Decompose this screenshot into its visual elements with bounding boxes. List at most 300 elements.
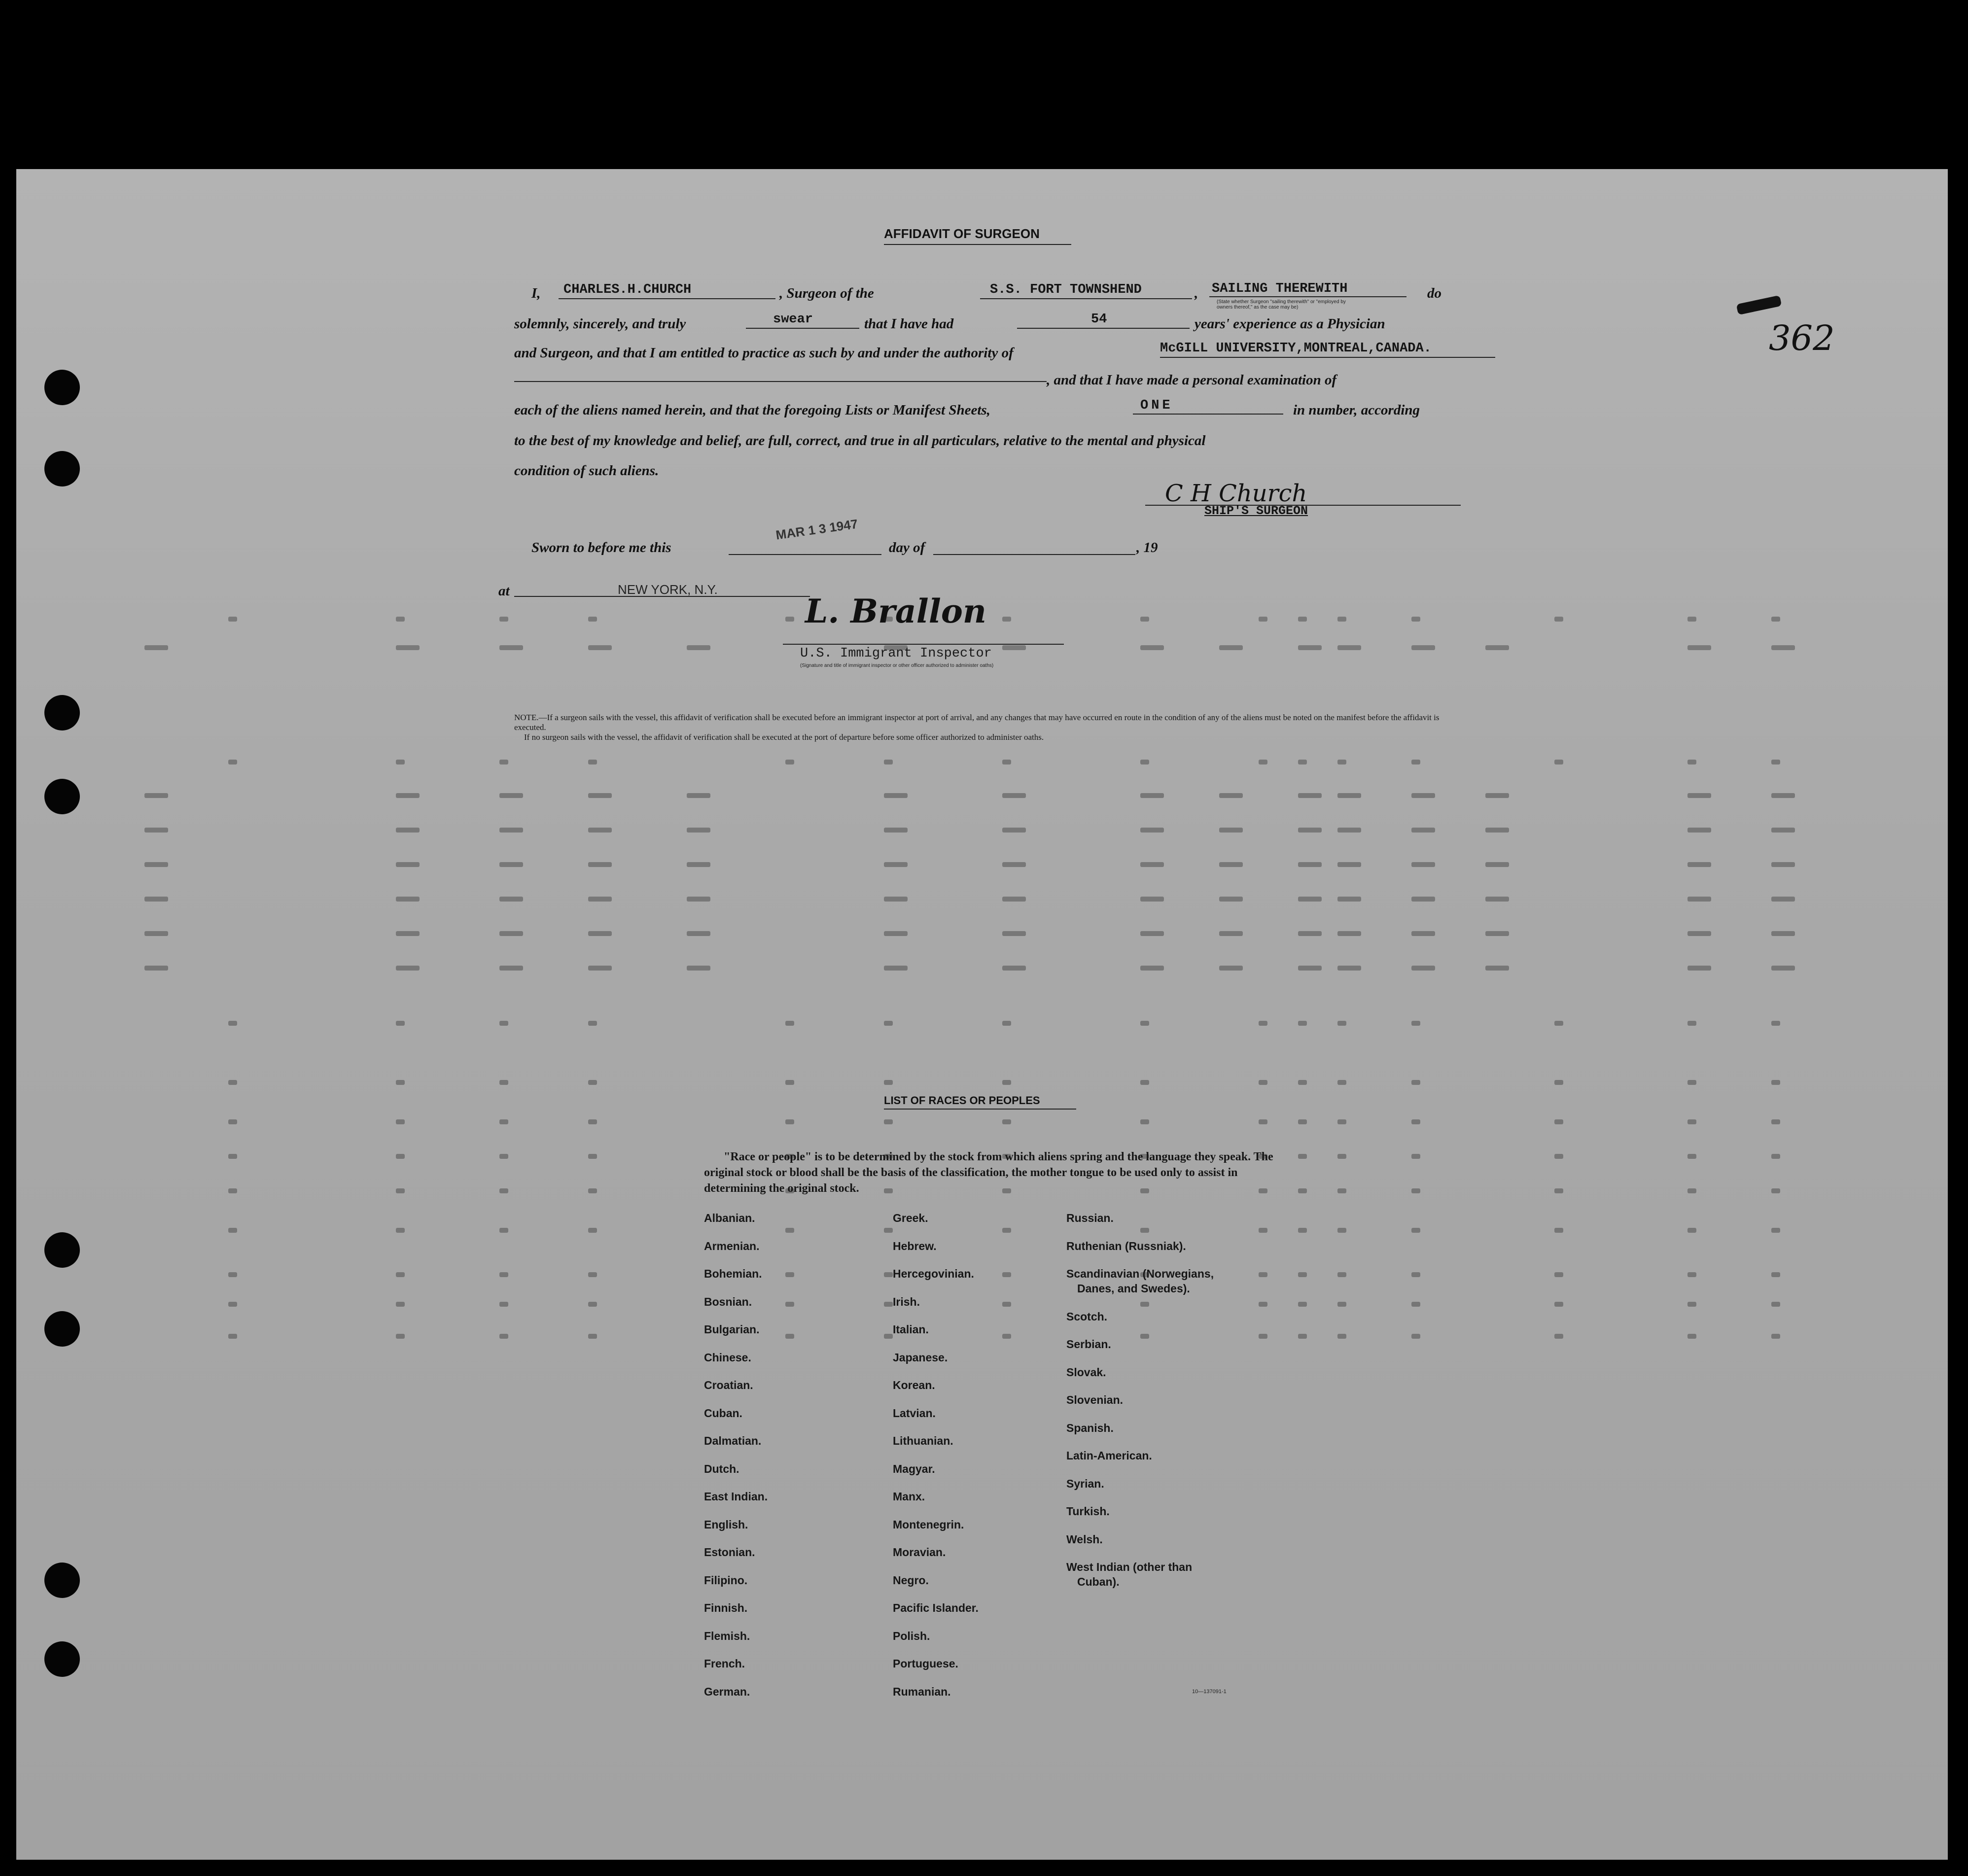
bleed-mark <box>499 1021 508 1026</box>
bleed-mark <box>1337 760 1346 764</box>
race-item: Hebrew. <box>893 1239 937 1252</box>
bleed-mark <box>499 1272 508 1277</box>
text-do: do <box>1427 285 1441 301</box>
bleed-mark <box>396 793 420 798</box>
bleed-mark <box>1485 862 1509 867</box>
bleed-mark <box>1687 1272 1696 1277</box>
bleed-mark <box>1411 1021 1420 1026</box>
race-item: Serbian. <box>1066 1338 1111 1351</box>
bleed-mark <box>1298 617 1307 622</box>
bleed-mark <box>884 931 908 936</box>
bleed-mark <box>1687 1302 1696 1307</box>
surgeon-name-rule <box>559 298 775 299</box>
text-i-have-had: that I have had <box>864 316 954 332</box>
bleed-mark <box>1140 1021 1149 1026</box>
race-item: Irish. <box>893 1295 920 1308</box>
bleed-mark <box>1411 1154 1420 1159</box>
bleed-mark <box>1140 1302 1149 1307</box>
bleed-mark <box>499 1334 508 1339</box>
bleed-mark <box>1002 645 1026 650</box>
bleed-mark <box>1140 897 1164 902</box>
bleed-mark <box>499 617 508 622</box>
bleed-mark <box>884 617 893 622</box>
bleed-mark <box>1337 1119 1346 1124</box>
bleed-mark <box>1002 617 1011 622</box>
sailing-rule <box>1209 296 1406 297</box>
bleed-mark <box>1337 1080 1346 1085</box>
sworn-month-rule <box>933 554 1135 555</box>
bleed-mark <box>1298 828 1322 833</box>
punch-hole <box>44 695 80 730</box>
bleed-mark <box>1554 1154 1563 1159</box>
bleed-mark <box>1140 1119 1149 1124</box>
bleed-mark <box>1219 966 1243 971</box>
bleed-mark <box>499 1228 508 1233</box>
race-item: Pacific Islander. <box>893 1601 979 1614</box>
race-item: Cuban). <box>1077 1575 1120 1588</box>
bleed-mark <box>588 1302 597 1307</box>
bleed-mark <box>1298 793 1322 798</box>
bleed-mark <box>1140 1334 1149 1339</box>
years-rule <box>1017 328 1190 329</box>
bleed-mark <box>1485 897 1509 902</box>
bleed-mark <box>1337 1334 1346 1339</box>
bleed-mark <box>499 1080 508 1085</box>
bleed-mark <box>884 760 893 764</box>
bleed-mark <box>1337 617 1346 622</box>
bleed-mark <box>499 897 523 902</box>
bleed-mark <box>1140 760 1149 764</box>
bleed-mark <box>396 645 420 650</box>
bleed-mark <box>1411 1302 1420 1307</box>
bleed-mark <box>1298 1272 1307 1277</box>
sheets-count-field: ONE <box>1140 398 1173 413</box>
bleed-mark <box>396 1228 405 1233</box>
bleed-mark <box>1411 1228 1420 1233</box>
bleed-mark <box>588 931 612 936</box>
bleed-mark <box>1337 793 1361 798</box>
bleed-mark <box>1554 1228 1563 1233</box>
race-item: Croatian. <box>704 1379 753 1391</box>
bleed-mark <box>1337 1302 1346 1307</box>
bleed-mark <box>588 1021 597 1026</box>
race-item: Welsh. <box>1066 1532 1103 1546</box>
bleed-mark <box>1259 617 1267 622</box>
bleed-mark <box>1298 1228 1307 1233</box>
bleed-mark <box>1219 645 1243 650</box>
bleed-mark <box>1771 617 1780 622</box>
bleed-mark <box>588 760 597 764</box>
race-item: Dutch. <box>704 1462 739 1475</box>
bleed-mark <box>1687 645 1711 650</box>
race-item: Manx. <box>893 1490 925 1503</box>
race-item: Portuguese. <box>893 1657 958 1670</box>
bleed-mark <box>588 862 612 867</box>
sworn-date-rule <box>729 554 881 555</box>
bleed-mark <box>396 897 420 902</box>
ships-surgeon-label: SHIP'S SURGEON <box>1204 504 1308 518</box>
bleed-mark <box>1337 1021 1346 1026</box>
text-best-knowledge: to the best of my knowledge and belief, are full, correct, and true in all particulars, relative to the mental and physical <box>514 433 1206 449</box>
bleed-mark <box>1771 1302 1780 1307</box>
sailing-note: (State whether Surgeon "sailing therewith" or "employed by owners thereof," as the case may be) <box>1217 299 1346 310</box>
bleed-mark <box>884 1334 893 1339</box>
bleed-mark <box>588 645 612 650</box>
bleed-mark <box>1337 1188 1346 1193</box>
bleed-mark <box>1002 1228 1011 1233</box>
bleed-mark <box>588 966 612 971</box>
bleed-mark <box>1219 931 1243 936</box>
bleed-mark <box>1259 1302 1267 1307</box>
bleed-mark <box>785 617 794 622</box>
bleed-mark <box>228 760 237 764</box>
bleed-mark <box>1219 828 1243 833</box>
bleed-mark <box>1771 760 1780 764</box>
race-item: Japanese. <box>893 1351 948 1364</box>
bleed-mark <box>1687 828 1711 833</box>
race-item: Syrian. <box>1066 1477 1104 1490</box>
bleed-mark <box>884 1119 893 1124</box>
bleed-mark <box>884 1272 893 1277</box>
bleed-mark <box>1259 1228 1267 1233</box>
bleed-mark <box>785 760 794 764</box>
race-item: Armenian. <box>704 1239 760 1252</box>
bleed-mark <box>1687 617 1696 622</box>
bleed-mark <box>1298 1119 1307 1124</box>
race-item: Polish. <box>893 1629 930 1642</box>
bleed-mark <box>1337 966 1361 971</box>
bleed-mark <box>396 1021 405 1026</box>
bleed-mark <box>228 1228 237 1233</box>
bleed-mark <box>228 1021 237 1026</box>
bleed-mark <box>1002 1272 1011 1277</box>
bleed-mark <box>1554 760 1563 764</box>
affidavit-sheet <box>16 169 1948 1860</box>
bleed-mark <box>499 1154 508 1159</box>
race-item: Lithuanian. <box>893 1434 953 1447</box>
bleed-mark <box>1411 1334 1420 1339</box>
note-paragraph <box>514 713 1461 742</box>
bleed-mark <box>1259 1334 1267 1339</box>
bleed-mark <box>1298 862 1322 867</box>
bleed-mark <box>1687 1119 1696 1124</box>
bleed-mark <box>588 1334 597 1339</box>
text-each-of-aliens: each of the aliens named herein, and that the foregoing Lists or Manifest Sheets, <box>514 402 990 418</box>
vessel-rule <box>980 298 1192 299</box>
bleed-mark <box>1298 645 1322 650</box>
bleed-mark <box>144 931 168 936</box>
punch-hole <box>44 779 80 814</box>
bleed-mark <box>1140 828 1164 833</box>
race-item: Slovenian. <box>1066 1393 1124 1406</box>
date-stamp: MAR 1 3 1947 <box>774 516 859 543</box>
race-item: Cuban. <box>704 1406 742 1420</box>
race-item: Rumanian. <box>893 1685 951 1698</box>
race-item: Ruthenian (Russniak). <box>1066 1239 1186 1252</box>
bleed-mark <box>1259 760 1267 764</box>
bleed-mark <box>1298 1021 1307 1026</box>
inspector-signature: L. Brallon <box>805 592 986 630</box>
bleed-mark <box>1140 931 1164 936</box>
bleed-mark <box>1002 1021 1011 1026</box>
bleed-mark <box>1259 1119 1267 1124</box>
bleed-mark <box>588 828 612 833</box>
vessel-field: S.S. FORT TOWNSHEND <box>990 282 1142 297</box>
punch-hole <box>44 451 80 486</box>
race-item: Bosnian. <box>704 1295 752 1308</box>
bleed-mark <box>1554 1302 1563 1307</box>
punch-hole <box>44 1641 80 1677</box>
bleed-mark <box>884 645 908 650</box>
bleed-mark <box>396 1302 405 1307</box>
bleed-mark <box>1411 1272 1420 1277</box>
text-personal-exam: , and that I have made a personal examination of <box>1047 372 1337 388</box>
bleed-mark <box>1411 645 1435 650</box>
text-solemnly: solemnly, sincerely, and truly <box>514 316 686 332</box>
bleed-mark <box>1337 1272 1346 1277</box>
bleed-mark <box>1411 1119 1420 1124</box>
bleed-mark <box>144 862 168 867</box>
race-item: Greek. <box>893 1212 928 1224</box>
race-item: German. <box>704 1685 750 1698</box>
bleed-mark <box>499 1302 508 1307</box>
bleed-mark <box>687 645 710 650</box>
bleed-mark <box>396 966 420 971</box>
bleed-mark <box>687 793 710 798</box>
race-item: Bohemian. <box>704 1267 762 1280</box>
punch-hole <box>44 1311 80 1347</box>
bleed-mark <box>1002 1334 1011 1339</box>
bleed-mark <box>884 966 908 971</box>
bleed-mark <box>499 862 523 867</box>
bleed-mark <box>1298 931 1322 936</box>
bleed-mark <box>1219 793 1243 798</box>
bleed-mark <box>1337 862 1361 867</box>
bleed-mark <box>1554 1188 1563 1193</box>
bleed-mark <box>499 966 523 971</box>
bleed-mark <box>1298 966 1322 971</box>
bleed-mark <box>588 1119 597 1124</box>
bleed-mark <box>1411 1080 1420 1085</box>
bleed-mark <box>1771 793 1795 798</box>
bleed-mark <box>1485 966 1509 971</box>
bleed-mark <box>884 1080 893 1085</box>
bleed-mark <box>396 1334 405 1339</box>
text-at: at <box>498 583 510 599</box>
bleed-mark <box>884 1228 893 1233</box>
years-field: 54 <box>1091 312 1107 327</box>
race-item: Flemish. <box>704 1629 750 1642</box>
surgeon-name-field: CHARLES.H.CHURCH <box>563 282 692 297</box>
bleed-mark <box>1687 931 1711 936</box>
bleed-mark <box>144 828 168 833</box>
bleed-mark <box>228 1080 237 1085</box>
bleed-mark <box>1554 1334 1563 1339</box>
text-in-number: in number, according <box>1293 402 1420 418</box>
race-item: Latvian. <box>893 1406 936 1420</box>
race-item: Bulgarian. <box>704 1323 760 1336</box>
text-day-of: day of <box>889 540 925 556</box>
bleed-mark <box>588 897 612 902</box>
race-item: Magyar. <box>893 1462 935 1475</box>
bleed-mark <box>588 793 612 798</box>
race-item: Dalmatian. <box>704 1434 762 1447</box>
bleed-mark <box>1337 645 1361 650</box>
bleed-mark <box>228 1154 237 1159</box>
bleed-mark <box>1002 1302 1011 1307</box>
race-item: Russian. <box>1066 1212 1114 1224</box>
bleed-mark <box>499 793 523 798</box>
race-item: Hercegovinian. <box>893 1267 974 1280</box>
bleed-mark <box>1337 931 1361 936</box>
bleed-mark <box>1687 1334 1696 1339</box>
bleed-mark <box>1002 931 1026 936</box>
form-number: 10—137091-1 <box>1192 1689 1227 1695</box>
bleed-mark <box>785 1334 794 1339</box>
bleed-mark <box>1002 828 1026 833</box>
bleed-mark <box>1002 897 1026 902</box>
race-item: Scotch. <box>1066 1310 1108 1323</box>
race-item: Turkish. <box>1066 1505 1110 1518</box>
bleed-mark <box>1771 862 1795 867</box>
race-item: Latin-American. <box>1066 1449 1152 1462</box>
bleed-mark <box>588 617 597 622</box>
bleed-mark <box>1485 828 1509 833</box>
race-item: French. <box>704 1657 745 1670</box>
race-item: Spanish. <box>1066 1421 1114 1434</box>
text-and-surgeon: and Surgeon, and that I am entitled to practice as such by and under the authority of <box>514 345 1014 361</box>
bleed-mark <box>1771 1119 1780 1124</box>
bleed-mark <box>1687 1154 1696 1159</box>
races-instructions: "Race or people" is to be determined by the stock from which aliens spring and the language they speak. The original stock or blood shall be the basis of the classification, the mother tongue to be used only to assist in determining the original stock. <box>704 1150 1273 1195</box>
bleed-mark <box>884 1021 893 1026</box>
bleed-mark <box>499 760 508 764</box>
bleed-mark <box>1140 1080 1149 1085</box>
handwritten-page-number: 362 <box>1769 318 1835 358</box>
bleed-mark <box>396 862 420 867</box>
sailing-field: SAILING THEREWITH <box>1212 281 1348 296</box>
text-comma: , <box>1195 285 1198 301</box>
authority-rule <box>1160 357 1495 358</box>
bleed-mark <box>884 1302 893 1307</box>
inspector-title: U.S. Immigrant Inspector <box>800 646 992 661</box>
text-surgeon-of: , Surgeon of the <box>779 285 874 301</box>
bleed-mark <box>396 828 420 833</box>
inspector-caption: (Signature and title of immigrant inspector or other officer authorized to administer oaths) <box>800 663 994 668</box>
punch-hole <box>44 1563 80 1598</box>
bleed-mark <box>1771 1188 1780 1193</box>
note-text-1: NOTE.—If a surgeon sails with the vessel, this affidavit of verification shall be executed before an immigrant inspector at port of arrival, and any changes that may have occurred en route in the condition of any of the aliens must be noted on the manifest before the affidavit is executed. <box>514 713 1440 732</box>
race-item: Chinese. <box>704 1351 751 1364</box>
bleed-mark <box>1554 1119 1563 1124</box>
text-i: I, <box>531 285 541 301</box>
bleed-mark <box>1687 1080 1696 1085</box>
bleed-mark <box>1298 897 1322 902</box>
bleed-mark <box>1411 931 1435 936</box>
sheets-count-rule <box>1133 414 1283 415</box>
bleed-mark <box>785 1228 794 1233</box>
bleed-mark <box>228 617 237 622</box>
bleed-mark <box>1140 966 1164 971</box>
bleed-mark <box>228 1302 237 1307</box>
bleed-mark <box>1554 1021 1563 1026</box>
bleed-mark <box>884 828 908 833</box>
bleed-mark <box>1337 1228 1346 1233</box>
bleed-mark <box>1002 1119 1011 1124</box>
bleed-mark <box>396 1154 405 1159</box>
bleed-mark <box>1411 897 1435 902</box>
bleed-mark <box>1219 897 1243 902</box>
text-sworn: Sworn to before me this <box>531 540 671 556</box>
bleed-mark <box>396 1188 405 1193</box>
text-condition: condition of such aliens. <box>514 463 659 479</box>
place-field: NEW YORK, N.Y. <box>618 582 718 597</box>
bleed-mark <box>1298 760 1307 764</box>
bleed-mark <box>1771 1154 1780 1159</box>
bleed-mark <box>588 1228 597 1233</box>
bleed-mark <box>1411 760 1420 764</box>
bleed-mark <box>396 617 405 622</box>
bleed-mark <box>1219 862 1243 867</box>
race-item: Scandinavian (Norwegians, <box>1066 1267 1214 1280</box>
bleed-mark <box>1002 862 1026 867</box>
bleed-mark <box>1554 617 1563 622</box>
bleed-mark <box>1140 793 1164 798</box>
bleed-mark <box>1002 1080 1011 1085</box>
bleed-mark <box>785 1302 794 1307</box>
bleed-mark <box>785 1021 794 1026</box>
authority-field: McGILL UNIVERSITY,MONTREAL,CANADA. <box>1160 341 1432 356</box>
bleed-mark <box>687 966 710 971</box>
bleed-mark <box>1771 1021 1780 1026</box>
bleed-mark <box>1771 828 1795 833</box>
bleed-mark <box>1411 862 1435 867</box>
bleed-mark <box>1771 931 1795 936</box>
bleed-mark <box>396 760 405 764</box>
bleed-mark <box>1771 897 1795 902</box>
bleed-mark <box>144 966 168 971</box>
race-item: Estonian. <box>704 1546 755 1559</box>
bleed-mark <box>785 1119 794 1124</box>
inspector-rule <box>783 644 1064 645</box>
bleed-mark <box>1771 966 1795 971</box>
bleed-mark <box>588 1154 597 1159</box>
oath-type-field: swear <box>773 312 813 327</box>
bleed-mark <box>1771 1228 1780 1233</box>
bleed-mark <box>1485 793 1509 798</box>
bleed-mark <box>1687 760 1696 764</box>
bleed-mark <box>1140 862 1164 867</box>
bleed-mark <box>1554 1272 1563 1277</box>
bleed-mark <box>1140 1228 1149 1233</box>
races-title-underline <box>884 1109 1076 1110</box>
race-item: Albanian. <box>704 1212 755 1224</box>
bleed-mark <box>228 1272 237 1277</box>
bleed-mark <box>1002 760 1011 764</box>
title-underline <box>884 244 1071 245</box>
bleed-mark <box>499 828 523 833</box>
bleed-mark <box>1298 1334 1307 1339</box>
race-item: West Indian (other than <box>1066 1561 1193 1573</box>
note-text-2: If no surgeon sails with the vessel, the affidavit of verification shall be executed at the port of departure before some officer authorized to administer oaths. <box>524 732 1044 742</box>
bleed-mark <box>1485 645 1509 650</box>
bleed-mark <box>144 793 168 798</box>
struck-out-number <box>1736 295 1782 315</box>
bleed-mark <box>1687 897 1711 902</box>
bleed-mark <box>1771 1334 1780 1339</box>
race-item: Moravian. <box>893 1546 946 1559</box>
bleed-mark <box>396 1080 405 1085</box>
